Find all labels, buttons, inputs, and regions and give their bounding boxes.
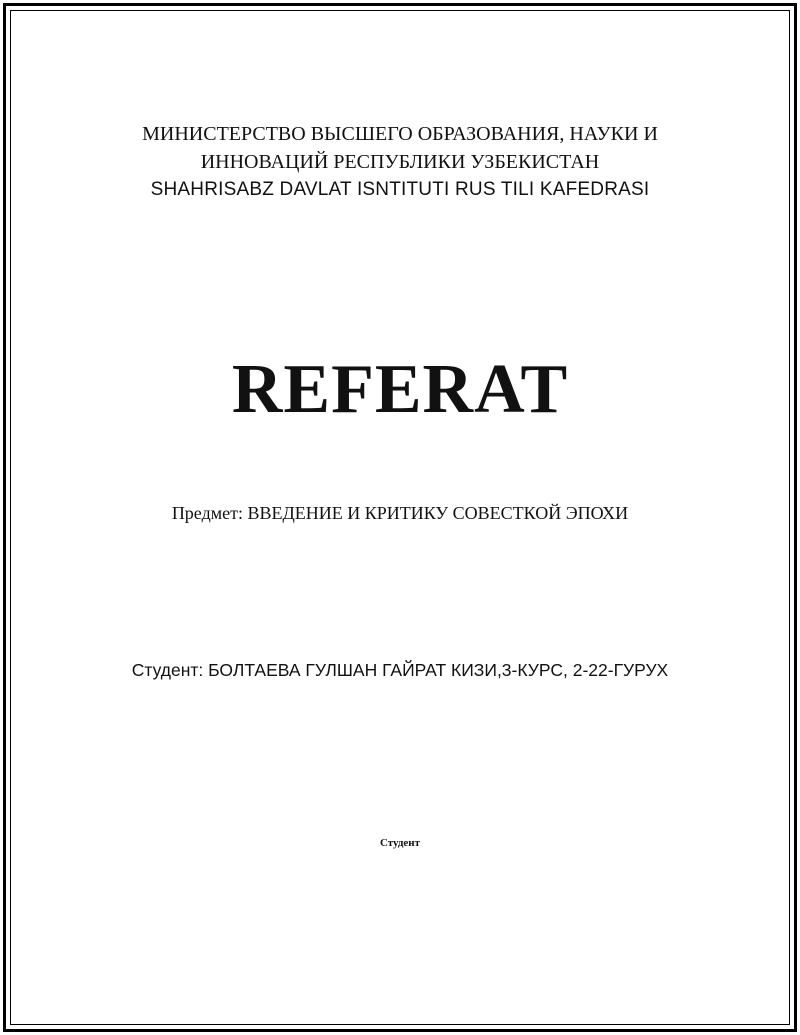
student-line: Студент: БОЛТАЕВА ГУЛШАН ГАЙРАТ КИЗИ,3-КУРС, 2-22-ГУРУХ <box>131 660 669 680</box>
institution-header <box>0 120 800 204</box>
ministry-line-2: ИННОВАЦИЙ РЕСПУБЛИКИ УЗБЕКИСТАН <box>200 151 600 173</box>
student-footer-label: Студент <box>379 837 421 849</box>
subject-line: Предмет: ВВЕДЕНИЕ И КРИТИКУ СОВЕСТКОЙ ЭПОХИ <box>171 503 629 523</box>
ministry-line-1: МИНИСТЕРСТВО ВЫСШЕГО ОБРАЗОВАНИЯ, НАУКИ И <box>142 123 658 145</box>
document-title: REFERAT <box>231 351 569 428</box>
institute-line: SHAHRISABZ DAVLAT ISNTITUTI RUS TILI KAFEDRASI <box>150 179 650 200</box>
